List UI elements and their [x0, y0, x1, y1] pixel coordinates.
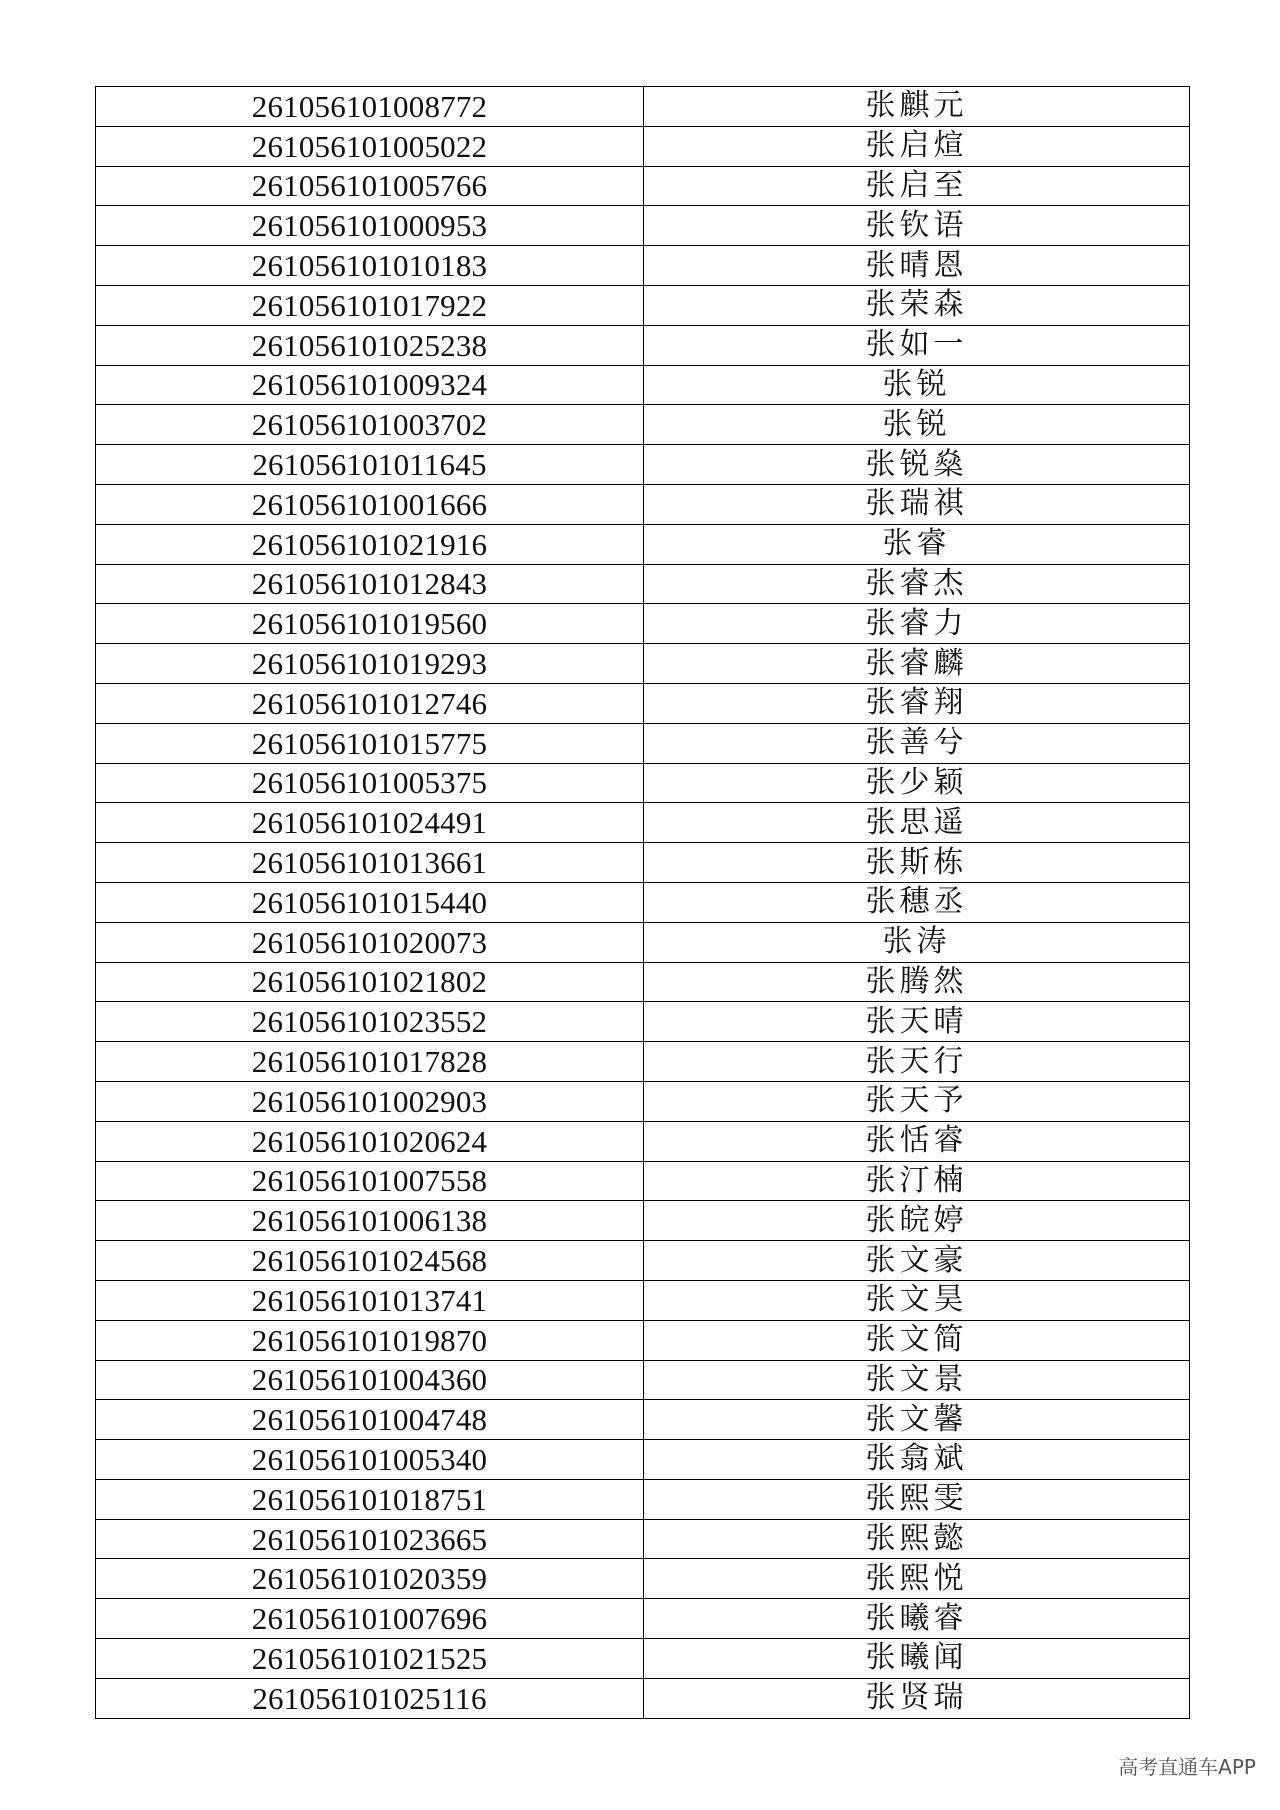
table-row	[96, 803, 1190, 843]
candidate-id-cell: 261056101020624	[96, 1121, 644, 1161]
candidate-name-cell: 张瑞祺	[644, 484, 1190, 524]
admission-roster-table	[95, 86, 1190, 1719]
candidate-name-cell: 张熙悦	[644, 1559, 1190, 1599]
table-row	[96, 246, 1190, 286]
candidate-name-cell: 张曦睿	[644, 1599, 1190, 1639]
table-row	[96, 564, 1190, 604]
candidate-name-cell: 张熙雯	[644, 1479, 1190, 1519]
table-row	[96, 1241, 1190, 1281]
table-row	[96, 763, 1190, 803]
candidate-name-cell: 张汀楠	[644, 1161, 1190, 1201]
candidate-name-cell: 张晴恩	[644, 246, 1190, 286]
candidate-id-cell: 261056101017828	[96, 1042, 644, 1082]
table-row	[96, 1002, 1190, 1042]
candidate-name-cell: 张曦闻	[644, 1639, 1190, 1679]
table-row	[96, 1639, 1190, 1679]
candidate-id-cell: 261056101025116	[96, 1678, 644, 1718]
candidate-id-cell: 261056101011645	[96, 445, 644, 485]
candidate-id-cell: 261056101008772	[96, 87, 644, 127]
candidate-name-cell: 张翕斌	[644, 1440, 1190, 1480]
candidate-id-cell: 261056101025238	[96, 325, 644, 365]
table-row	[96, 1599, 1190, 1639]
candidate-name-cell: 张启煊	[644, 126, 1190, 166]
candidate-name-cell: 张麒元	[644, 87, 1190, 127]
candidate-name-cell: 张睿杰	[644, 564, 1190, 604]
candidate-id-cell: 261056101006138	[96, 1201, 644, 1241]
candidate-id-cell: 261056101002903	[96, 1081, 644, 1121]
candidate-name-cell: 张少颖	[644, 763, 1190, 803]
table-row	[96, 365, 1190, 405]
table-row	[96, 285, 1190, 325]
candidate-id-cell: 261056101019560	[96, 604, 644, 644]
table-row	[96, 484, 1190, 524]
candidate-id-cell: 261056101009324	[96, 365, 644, 405]
table-row	[96, 922, 1190, 962]
candidate-name-cell: 张文简	[644, 1320, 1190, 1360]
table-row	[96, 1559, 1190, 1599]
table-row	[96, 723, 1190, 763]
candidate-name-cell: 张锐燊	[644, 445, 1190, 485]
candidate-id-cell: 261056101007696	[96, 1599, 644, 1639]
candidate-id-cell: 261056101005340	[96, 1440, 644, 1480]
candidate-name-cell: 张穗丞	[644, 882, 1190, 922]
table-row	[96, 206, 1190, 246]
candidate-id-cell: 261056101005375	[96, 763, 644, 803]
candidate-name-cell: 张启至	[644, 166, 1190, 206]
candidate-id-cell: 261056101017922	[96, 285, 644, 325]
table-row	[96, 1519, 1190, 1559]
table-row	[96, 405, 1190, 445]
candidate-name-cell: 张天行	[644, 1042, 1190, 1082]
table-row	[96, 1121, 1190, 1161]
table-row	[96, 1161, 1190, 1201]
candidate-name-cell: 张腾然	[644, 962, 1190, 1002]
candidate-id-cell: 261056101024568	[96, 1241, 644, 1281]
candidate-name-cell: 张钦语	[644, 206, 1190, 246]
candidate-name-cell: 张涛	[644, 922, 1190, 962]
table-row	[96, 1201, 1190, 1241]
candidate-name-cell: 张睿麟	[644, 644, 1190, 684]
candidate-name-cell: 张锐	[644, 365, 1190, 405]
candidate-name-cell: 张睿	[644, 524, 1190, 564]
candidate-id-cell: 261056101005022	[96, 126, 644, 166]
candidate-id-cell: 261056101015440	[96, 882, 644, 922]
candidate-name-cell: 张善兮	[644, 723, 1190, 763]
table-row	[96, 1360, 1190, 1400]
table-row	[96, 962, 1190, 1002]
candidate-name-cell: 张荣森	[644, 285, 1190, 325]
candidate-name-cell: 张文景	[644, 1360, 1190, 1400]
table-row	[96, 843, 1190, 883]
candidate-name-cell: 张天晴	[644, 1002, 1190, 1042]
table-row	[96, 166, 1190, 206]
table-row	[96, 524, 1190, 564]
app-watermark: 高考直通车APP	[1118, 1755, 1256, 1779]
candidate-id-cell: 261056101007558	[96, 1161, 644, 1201]
candidate-id-cell: 261056101012843	[96, 564, 644, 604]
candidate-id-cell: 261056101021802	[96, 962, 644, 1002]
table-row	[96, 445, 1190, 485]
candidate-name-cell: 张熙懿	[644, 1519, 1190, 1559]
table-row	[96, 1400, 1190, 1440]
candidate-id-cell: 261056101012746	[96, 683, 644, 723]
table-row	[96, 87, 1190, 127]
table-row	[96, 604, 1190, 644]
candidate-id-cell: 261056101003702	[96, 405, 644, 445]
candidate-id-cell: 261056101004748	[96, 1400, 644, 1440]
candidate-id-cell: 261056101004360	[96, 1360, 644, 1400]
candidate-id-cell: 261056101020073	[96, 922, 644, 962]
candidate-name-cell: 张文昊	[644, 1280, 1190, 1320]
candidate-name-cell: 张思遥	[644, 803, 1190, 843]
candidate-id-cell: 261056101024491	[96, 803, 644, 843]
candidate-id-cell: 261056101013741	[96, 1280, 644, 1320]
candidate-id-cell: 261056101019293	[96, 644, 644, 684]
table-row	[96, 126, 1190, 166]
candidate-name-cell: 张如一	[644, 325, 1190, 365]
table-row	[96, 1678, 1190, 1718]
table-row	[96, 1081, 1190, 1121]
table-row	[96, 1479, 1190, 1519]
candidate-id-cell: 261056101013661	[96, 843, 644, 883]
candidate-id-cell: 261056101005766	[96, 166, 644, 206]
candidate-name-cell: 张睿翔	[644, 683, 1190, 723]
candidate-name-cell: 张恬睿	[644, 1121, 1190, 1161]
table-row	[96, 1440, 1190, 1480]
candidate-id-cell: 261056101023665	[96, 1519, 644, 1559]
roster-table-body	[96, 87, 1190, 1719]
candidate-id-cell: 261056101023552	[96, 1002, 644, 1042]
table-row	[96, 882, 1190, 922]
candidate-id-cell: 261056101018751	[96, 1479, 644, 1519]
table-row	[96, 1320, 1190, 1360]
candidate-id-cell: 261056101021525	[96, 1639, 644, 1679]
candidate-id-cell: 261056101015775	[96, 723, 644, 763]
candidate-name-cell: 张文馨	[644, 1400, 1190, 1440]
table-row	[96, 325, 1190, 365]
candidate-id-cell: 261056101021916	[96, 524, 644, 564]
candidate-name-cell: 张贤瑞	[644, 1678, 1190, 1718]
table-row	[96, 683, 1190, 723]
table-row	[96, 1042, 1190, 1082]
candidate-name-cell: 张皖婷	[644, 1201, 1190, 1241]
candidate-name-cell: 张睿力	[644, 604, 1190, 644]
candidate-id-cell: 261056101000953	[96, 206, 644, 246]
table-row	[96, 1280, 1190, 1320]
candidate-name-cell: 张天予	[644, 1081, 1190, 1121]
candidate-name-cell: 张斯栋	[644, 843, 1190, 883]
candidate-id-cell: 261056101010183	[96, 246, 644, 286]
candidate-name-cell: 张文豪	[644, 1241, 1190, 1281]
candidate-id-cell: 261056101001666	[96, 484, 644, 524]
candidate-name-cell: 张锐	[644, 405, 1190, 445]
candidate-id-cell: 261056101019870	[96, 1320, 644, 1360]
candidate-id-cell: 261056101020359	[96, 1559, 644, 1599]
table-row	[96, 644, 1190, 684]
